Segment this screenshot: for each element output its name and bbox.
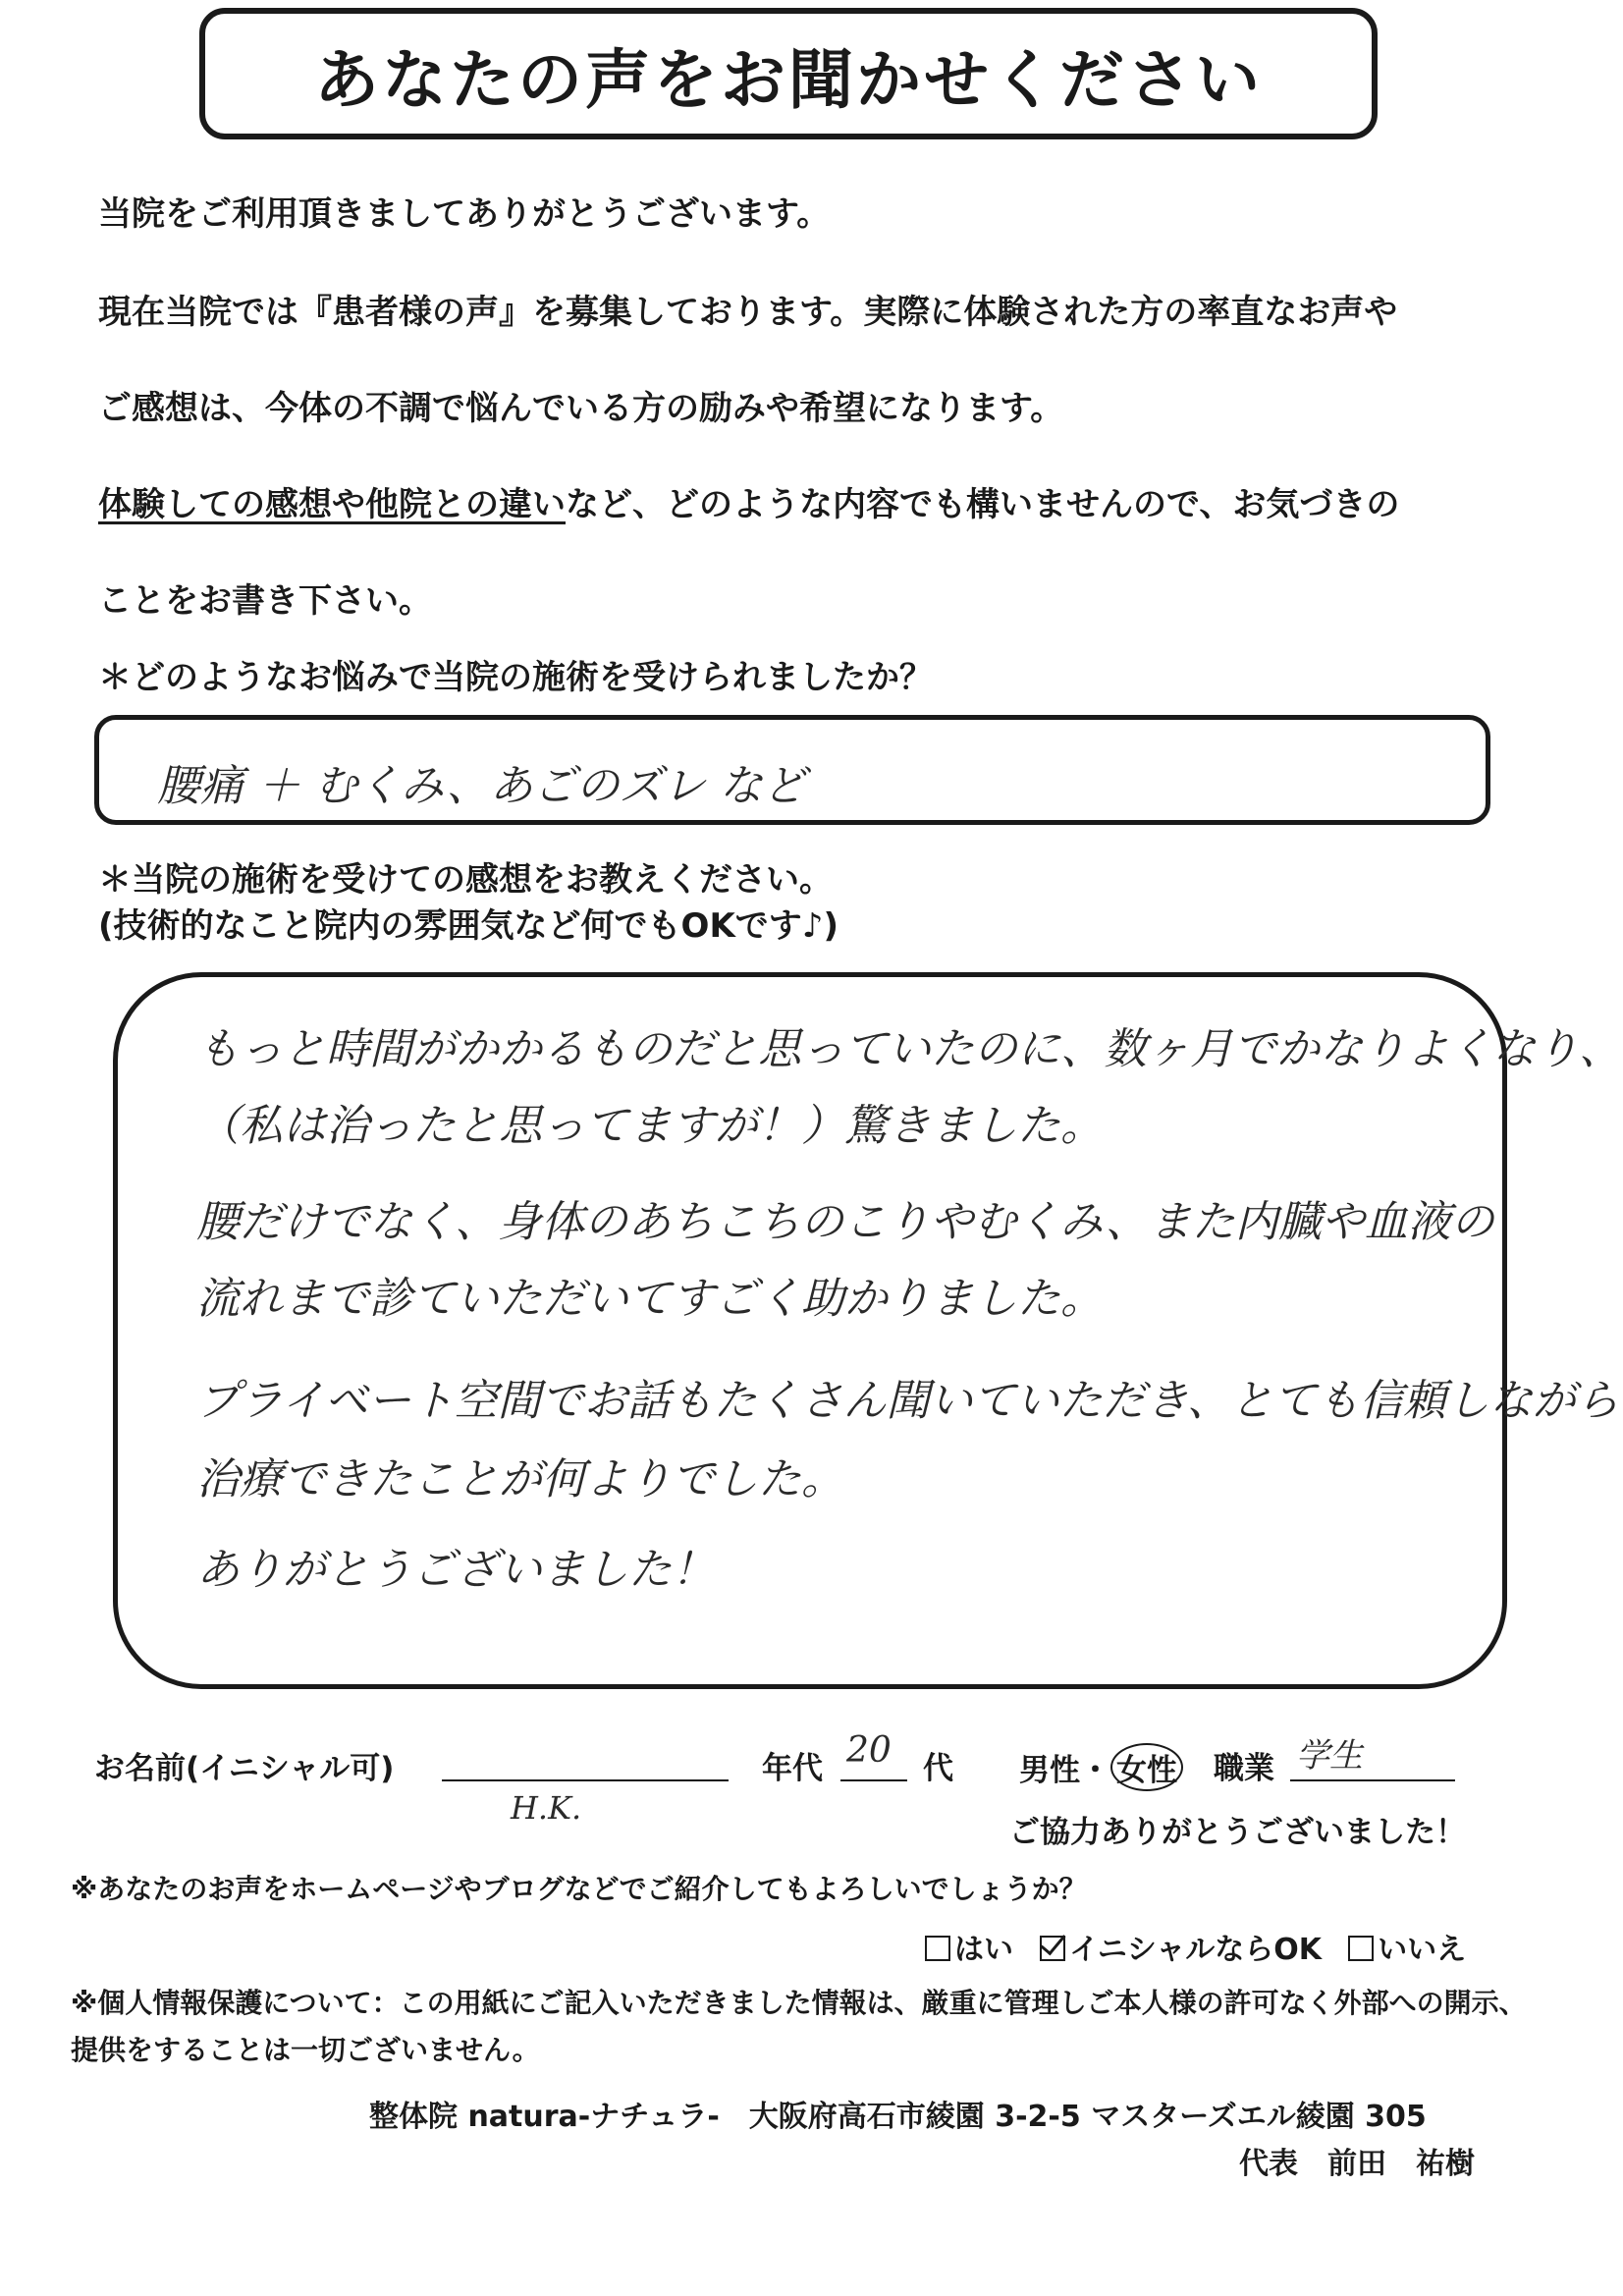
question-2-sublabel: (技術的なこと院内の雰囲気など何でもOKです♪) (98, 906, 839, 946)
intro-line-5: ことをお書き下さい。 (98, 581, 432, 621)
answer-line-5: プライベート空間でお話もたくさん聞いていただき、とても信頼しながら (196, 1376, 1619, 1426)
age-value: 20 (846, 1730, 892, 1771)
age-suffix: 代 (923, 1751, 953, 1786)
age-blank (840, 1779, 907, 1781)
title-box (199, 8, 1378, 139)
option-yes-checkbox[interactable] (925, 1936, 950, 1961)
question-1-answer: 腰痛 ＋ むくみ、あごのズレ など (157, 761, 806, 811)
intro-line-1: 当院をご利用頂きましてありがとうございます。 (98, 194, 831, 234)
job-value: 学生 (1296, 1736, 1363, 1776)
intro-line-2: 現在当院では『患者様の声』を募集しております。実際に体験された方の率直なお声や (98, 293, 1398, 332)
intro-line-4-rest: など、どのような内容でも構いませんので、お気づきの (566, 485, 1400, 524)
thanks-text: ご協力ありがとうございました！ (1009, 1815, 1466, 1850)
name-value: H.K. (511, 1789, 582, 1827)
gender-separator: ・ (1080, 1753, 1110, 1788)
consent-options (903, 1925, 1466, 1968)
intro-line-4 (98, 477, 1399, 525)
intro-underlined-text: 体験しての感想や他院との違い (98, 485, 566, 524)
answer-line-7: ありがとうございました！ (196, 1545, 715, 1595)
option-initials-ok[interactable] (1040, 1933, 1322, 1967)
option-initials-checkbox[interactable] (1040, 1936, 1065, 1961)
gender-female-circled: 女性 (1110, 1743, 1183, 1791)
answer-line-4: 流れまで診ていただいてすごく助かりました。 (196, 1274, 1104, 1324)
option-no-checkbox[interactable] (1348, 1936, 1374, 1961)
name-label: お名前(イニシャル可) (94, 1751, 395, 1786)
answer-line-3: 腰だけでなく、身体のあちこちのこりやむくみ、また内臓や血液の (196, 1197, 1494, 1247)
answer-line-1: もっと時間がかかるものだと思っていたのに、数ヶ月でかなりよくなり、 (196, 1024, 1622, 1074)
option-initials-label: イニシャルならOK (1069, 1933, 1323, 1967)
question-1-label: ＊どのようなお悩みで当院の施術を受けられましたか？ (98, 658, 933, 697)
age-label: 年代 (762, 1751, 823, 1786)
answer-line-2: （私は治ったと思ってますが！）驚きました。 (196, 1101, 1104, 1151)
consent-question: ※あなたのお声をホームページやブログなどでご紹介してもよろしいでしょうか？ (71, 1873, 1087, 1905)
gender-field (1019, 1743, 1183, 1791)
option-yes[interactable] (925, 1933, 1013, 1967)
page-title: あなたの声をお聞かせください (314, 41, 1263, 118)
privacy-line-2: 提供をすることは一切ございません。 (71, 2034, 540, 2066)
gender-male: 男性 (1019, 1753, 1080, 1788)
representative: 代表 前田 祐樹 (1239, 2147, 1475, 2181)
privacy-line-1: ※個人情報保護について：この用紙にご記入いただきました情報は、厳重に管理しご本人様の許可なく外部への開示、 (71, 1987, 1527, 2019)
option-no[interactable] (1348, 1933, 1466, 1967)
answer-line-6: 治療できたことが何よりでした。 (196, 1454, 844, 1504)
intro-line-3: ご感想は、今体の不調で悩んでいる方の励みや希望になります。 (98, 389, 1064, 428)
option-yes-label: はい (954, 1933, 1013, 1967)
option-no-label: いいえ (1378, 1933, 1467, 1967)
question-2-label: ＊当院の施術を受けての感想をお教えください。 (98, 860, 833, 900)
clinic-address: 整体院 natura-ナチュラ- 大阪府高石市綾園 3-2-5 マスターズエル綾園 305 (369, 2100, 1427, 2134)
job-blank (1290, 1779, 1455, 1781)
job-label: 職業 (1214, 1751, 1274, 1786)
name-blank (442, 1779, 729, 1781)
